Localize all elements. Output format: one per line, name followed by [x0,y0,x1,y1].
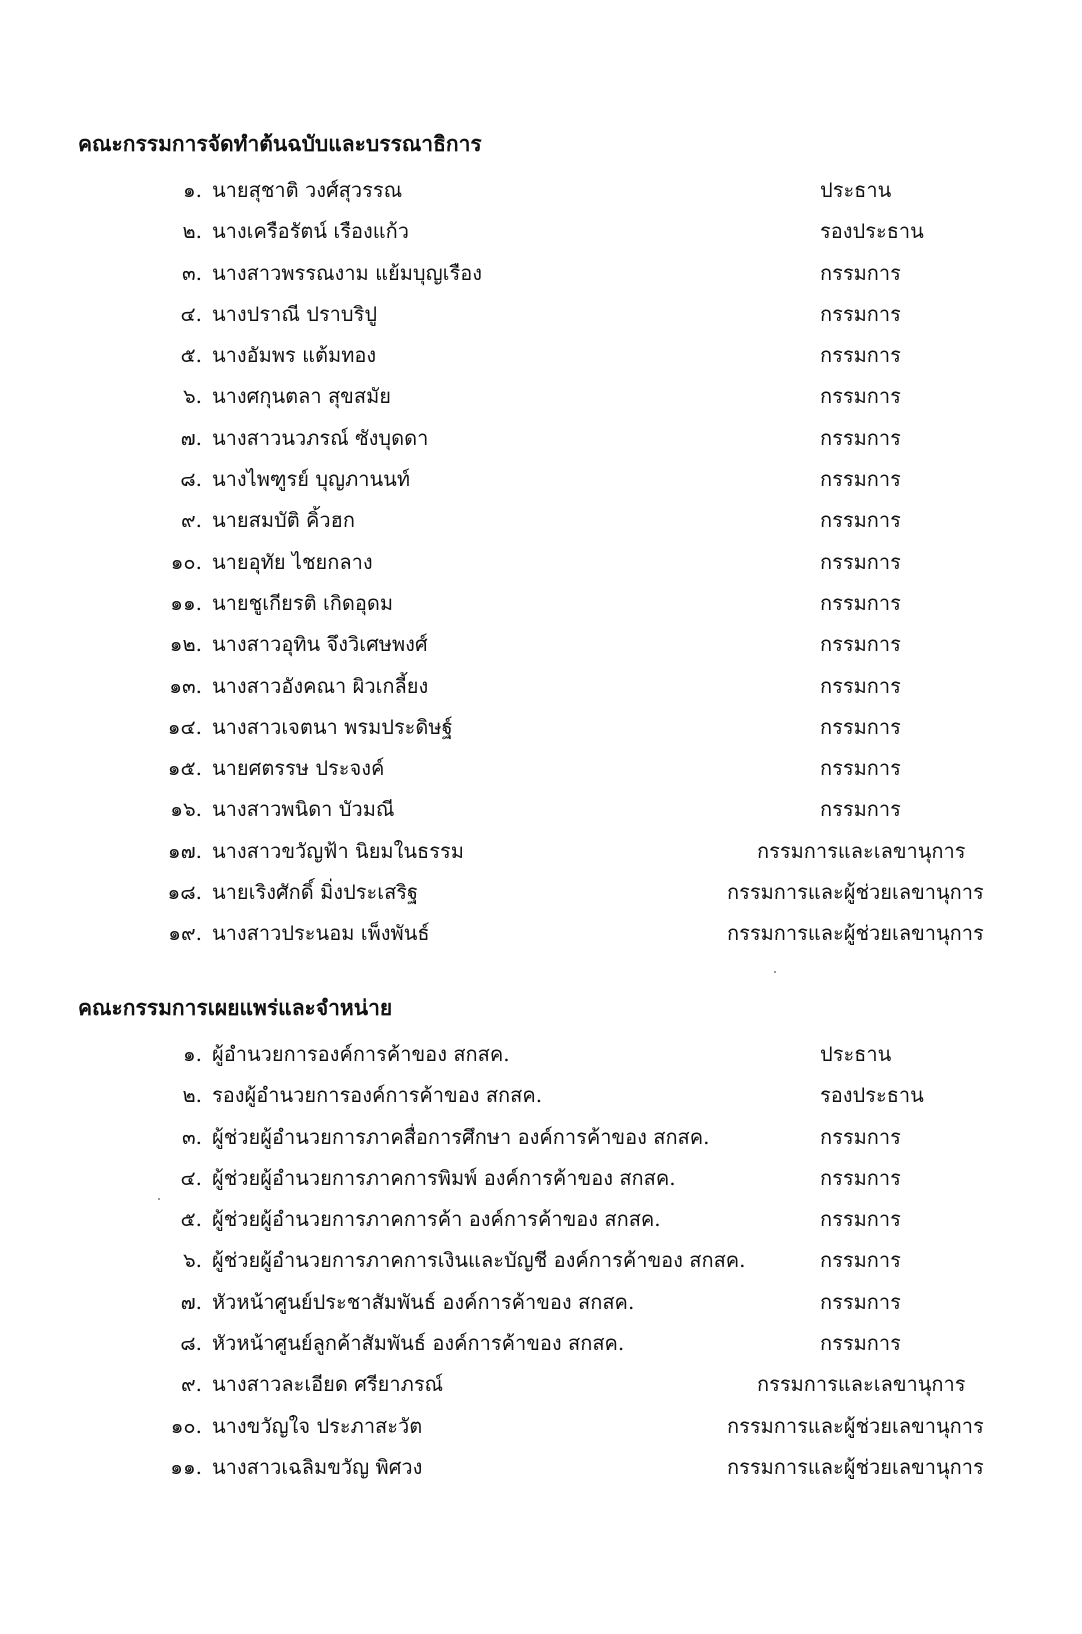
member-number: ๑. [182,178,202,202]
member-row [0,1199,1082,1240]
member-row [0,459,1082,500]
member-row [0,831,1082,872]
member-name: นายศตรรษ ประจงค์ [212,756,385,781]
member-row [0,1406,1082,1447]
member-row [0,500,1082,541]
member-role: กรรมการ [820,467,901,492]
member-number: ๕. [180,1207,202,1232]
member-number: ๑๐. [170,549,202,574]
member-name: นางปราณี ปราบริปู [212,301,378,326]
member-name: นางไพฑูรย์ บุญภานนท์ [212,467,411,492]
member-row [0,1323,1082,1364]
member-role: กรรมการ [820,1289,901,1314]
member-number: ๘. [180,467,202,492]
member-number: ๕. [180,343,202,368]
member-role: ประธาน [820,1042,892,1066]
member-number: ๑. [182,1042,202,1066]
member-role: ประธาน [820,178,892,202]
member-row [0,1282,1082,1323]
member-row [0,211,1082,252]
member-number: ๙. [180,508,202,533]
member-row [0,1075,1082,1116]
member-row [0,707,1082,748]
member-name: รองผู้อำนวยการองค์การค้าของ สกสค. [212,1083,543,1108]
member-row [0,1364,1082,1405]
member-row [0,872,1082,913]
member-role: กรรมการและเลขานุการ [757,1372,966,1397]
member-role: กรรมการ [820,343,901,368]
scan-speck [774,971,776,973]
member-name: นางสาวพรรณงาม แย้มบุญเรือง [212,260,482,285]
member-name: นางสาวขวัญฟ้า นิยมในธรรม [212,838,464,863]
member-row [0,1117,1082,1158]
member-number: ๓. [181,1124,202,1149]
member-row [0,913,1082,954]
member-number: ๑๓. [169,673,202,698]
member-role: กรรมการ [820,260,901,285]
member-number: ๑๔. [167,714,202,739]
member-name: นางสาวอุทิน จึงวิเศษพงศ์ [212,632,428,657]
member-name: หัวหน้าศูนย์ประชาสัมพันธ์ องค์การค้าของ สกสค. [212,1289,635,1314]
member-name: นายเริงศักดิ์ มิ่งประเสริฐ [212,880,419,905]
member-name: นางขวัญใจ ประภาสะวัต [212,1413,423,1438]
member-name: ผู้ช่วยผู้อำนวยการภาคการค้า องค์การค้าของ สกสค. [212,1207,661,1232]
member-number: ๗. [180,425,202,450]
member-number: ๑๐. [170,1413,202,1438]
member-name: นางสาวเฉลิมขวัญ พิศวง [212,1454,423,1479]
member-list [0,1034,1082,1488]
member-row [0,170,1082,211]
member-number: ๑๑. [170,590,202,615]
member-number: ๑๙. [168,921,202,946]
member-name: หัวหน้าศูนย์ลูกค้าสัมพันธ์ องค์การค้าของ สกสค. [212,1331,625,1356]
member-number: ๑๗. [167,838,202,863]
member-name: ผู้ช่วยผู้อำนวยการภาคสื่อการศึกษา องค์การค้าของ สกสค. [212,1124,710,1149]
member-role: กรรมการ [820,1331,901,1356]
member-number: ๖. [182,1248,202,1273]
member-role: กรรมการ [820,549,901,574]
member-name: ผู้ช่วยผู้อำนวยการภาคการพิมพ์ องค์การค้าของ สกสค. [212,1165,676,1190]
member-number: ๘. [180,1331,202,1356]
member-role: กรรมการ [820,1207,901,1232]
member-role: กรรมการและผู้ช่วยเลขานุการ [727,880,984,905]
member-role: กรรมการ [820,756,901,781]
member-number: ๑๕. [167,756,202,781]
member-role: กรรมการและผู้ช่วยเลขานุการ [727,1454,984,1479]
member-role: กรรมการ [820,425,901,450]
member-row [0,748,1082,789]
member-number: ๑๘. [167,880,202,905]
member-name: นางอัมพร แต้มทอง [212,343,377,368]
member-role: กรรมการและผู้ช่วยเลขานุการ [727,1413,984,1438]
member-row [0,1240,1082,1281]
member-row [0,1447,1082,1488]
member-row [0,253,1082,294]
member-role: กรรมการ [820,1165,901,1190]
member-row [0,1034,1082,1075]
member-row [0,583,1082,624]
member-number: ๑๑. [170,1454,202,1479]
member-name: นางศกุนตลา สุขสมัย [212,384,391,409]
member-name: นางเครือรัตน์ เรืองแก้ว [212,219,409,244]
member-name: นางสาวนวภรณ์ ซังบุดดา [212,425,429,450]
member-number: ๒. [182,219,202,244]
member-number: ๔. [180,301,202,326]
member-name: นายสมบัติ คิ้วฮก [212,508,355,533]
member-number: ๒. [182,1083,202,1108]
member-number: ๖. [182,384,202,409]
member-number: ๑๒. [169,632,202,657]
member-role: กรรมการและผู้ช่วยเลขานุการ [727,921,984,946]
member-name: ผู้อำนวยการองค์การค้าของ สกสค. [212,1042,510,1066]
section-title: คณะกรรมการจัดทำต้นฉบับและบรรณาธิการ [78,131,482,156]
member-name: นายชูเกียรติ เกิดอุดม [212,590,394,615]
member-role: รองประธาน [820,1083,924,1108]
member-number: ๔. [180,1165,202,1190]
member-name: นางสาวประนอม เพ็งพันธ์ [212,921,430,946]
member-name: นางสาวละเอียด ศรียาภรณ์ [212,1372,444,1397]
member-number: ๓. [181,260,202,285]
member-number: ๑๖. [170,797,202,822]
member-role: กรรมการ [820,1248,901,1273]
member-row [0,666,1082,707]
member-number: ๙. [180,1372,202,1397]
member-role: กรรมการ [820,714,901,739]
member-role: กรรมการและเลขานุการ [757,838,966,863]
member-name: นางสาวเจตนา พรมประดิษฐ์ [212,714,453,739]
member-name: นายสุชาติ วงศ์สุวรรณ [212,178,403,202]
member-row [0,335,1082,376]
member-row [0,418,1082,459]
member-role: กรรมการ [820,301,901,326]
member-row [0,542,1082,583]
member-role: กรรมการ [820,673,901,698]
member-role: กรรมการ [820,384,901,409]
member-list [0,170,1082,955]
member-role: กรรมการ [820,508,901,533]
member-role: กรรมการ [820,797,901,822]
member-row [0,294,1082,335]
member-row [0,376,1082,417]
member-role: กรรมการ [820,632,901,657]
member-row [0,1158,1082,1199]
scan-speck [158,1198,160,1200]
member-role: กรรมการ [820,590,901,615]
member-row [0,624,1082,665]
section-title: คณะกรรมการเผยแพร่และจำหน่าย [78,995,393,1020]
member-number: ๗. [180,1289,202,1314]
member-row [0,789,1082,830]
member-role: รองประธาน [820,219,924,244]
member-role: กรรมการ [820,1124,901,1149]
member-name: นางสาวอังคณา ผิวเกลี้ยง [212,673,429,698]
member-name: นางสาวพนิดา บัวมณี [212,797,395,822]
member-name: ผู้ช่วยผู้อำนวยการภาคการเงินและบัญชี องค์การค้าของ สกสค. [212,1248,746,1273]
member-name: นายอุทัย ไชยกลาง [212,549,373,574]
